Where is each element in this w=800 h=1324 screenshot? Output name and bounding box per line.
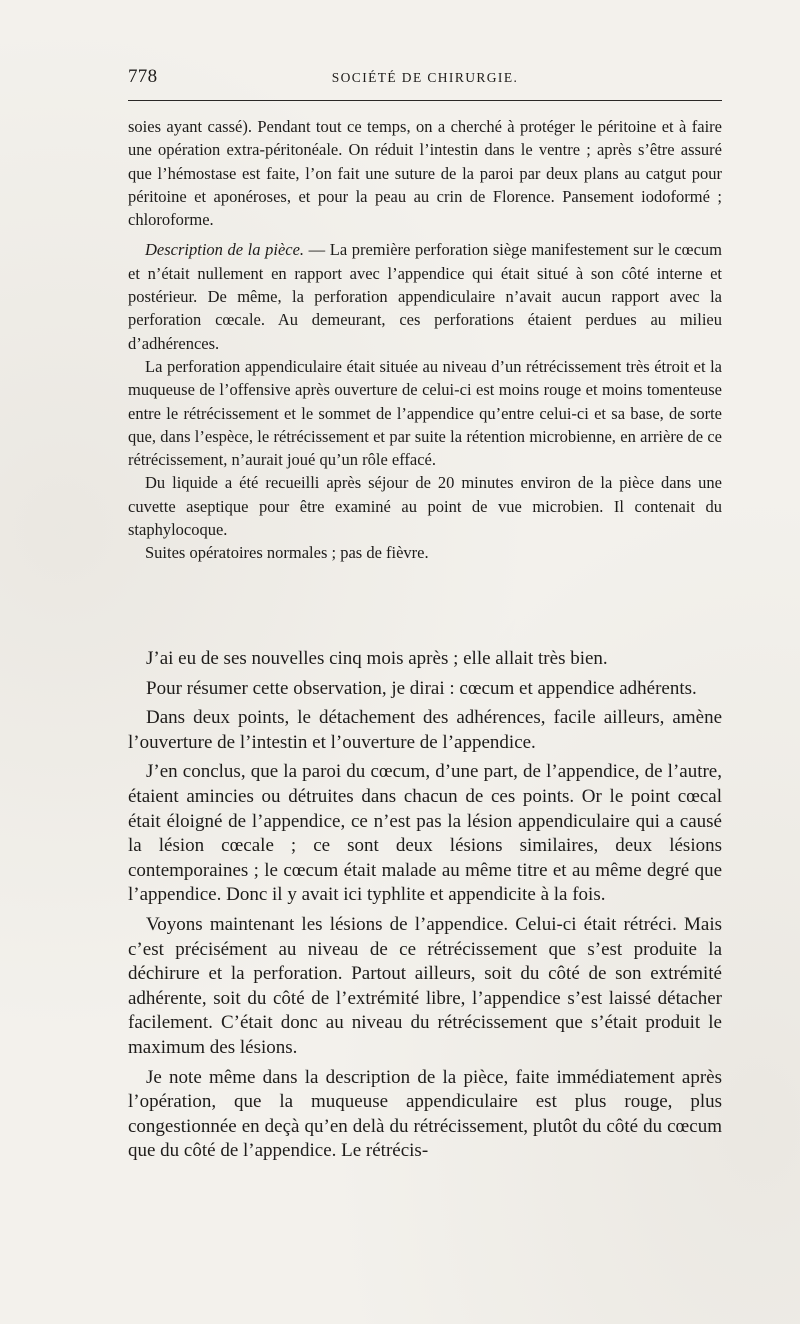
description-text: — La première perforation siège manifestement sur le cœcum et n’était nullement en rapport avec l’appendice qui était situé à son côté interne et postérieur. De même, la perforation appendiculaire n’avait aucun rapport avec la perforation cœcale. Au demeurant, ces perforations étaient perdues au milieu d’adhérences.: [128, 240, 722, 353]
description-heading: Description de la pièce.: [145, 240, 305, 260]
running-head: [128, 64, 722, 94]
lesions-paragraph: Voyons maintenant les lésions de l’appendice. Celui-ci était rétréci. Mais c’est précisément au niveau de ce rétrécissement que s’est produite la déchirure et la perforation. Partout ailleurs, soit du côté de son extrémité adhérente, soit du côté de l’extrémité libre, l’appendice s’est laissé détacher facilement. C’était donc au niveau du rétrécissement que s’était produit le maximum des lésions.: [128, 913, 722, 1058]
suites-paragraph: Suites opératoires normales ; pas de fièvre.: [145, 543, 429, 563]
description-paragraph: [128, 238, 722, 354]
two-points-paragraph: Dans deux points, le détachement des adhérences, facile ailleurs, amène l’ouverture de l’intestin et l’ouverture de l’appendice.: [128, 707, 722, 753]
header-rule: [128, 100, 722, 101]
page-number: 778: [128, 66, 158, 87]
author-commentary: [128, 647, 722, 1169]
note-paragraph: Je note même dans la description de la pièce, faite immédiatement après l’opération, que la muqueuse appendiculaire est plus rouge, plus congestionnée en deçà qu’en delà du rétrécissement, plutôt du côté du cœcum que du côté de l’appendice. Le rétrécis-: [128, 1066, 722, 1162]
conclusion-paragraph: J’en conclus, que la paroi du cœcum, d’une part, de l’appendice, de l’autre, étaient amincies ou détruites dans chacun de ces points. Or le point cœcal était éloigné de l’appendice, ce n’est pas la lésion appendiculaire qui a causé la lésion cœcale ; ce sont deux lésions similaires, deux lésions contemporaines ; le cœcum était malade au même titre et au même degré que l’appendice. Donc il y avait ici typhlite et appendicite à la fois.: [128, 761, 722, 906]
perforation-paragraph: La perforation appendiculaire était située au niveau d’un rétrécissement très étroit et la muqueuse de l’offensive après ouverture de celui-ci est moins rouge et moins tomenteuse entre le rétrécissement et le sommet de l’appendice qu’entre celui-ci et sa base, de sorte que, dans l’espèce, le rétrécissement et par suite la rétention microbienne, en arrière de ce rétrécissement, n’aurait joué qu’un rôle effacé.: [128, 356, 722, 470]
journal-title: SOCIÉTÉ DE CHIRURGIE.: [331, 70, 519, 85]
summary-paragraph: Pour résumer cette observation, je dirai : cœcum et appendice adhérents.: [146, 677, 697, 699]
liquid-paragraph: Du liquide a été recueilli après séjour de 20 minutes environ de la pièce dans une cuvette aseptique pour être examiné au point de vue microbien. Il contenait du staphylocoque.: [128, 473, 722, 540]
news-paragraph: J’ai eu de ses nouvelles cinq mois après ; elle allait très bien.: [146, 648, 608, 669]
case-report: [128, 115, 722, 565]
case-continuation-paragraph: soies ayant cassé). Pendant tout ce temps, on a cherché à protéger le péritoine et à faire une opération extra-péritonéale. On réduit l’intestin dans le ventre ; après s’être assuré que l’hémostase est faite, l’on fait une suture de la paroi par deux plans au catgut pour péritoine et aponéroses, et pour la peau au crin de Florence. Pansement iodoformé ; chloroforme.: [128, 117, 722, 230]
